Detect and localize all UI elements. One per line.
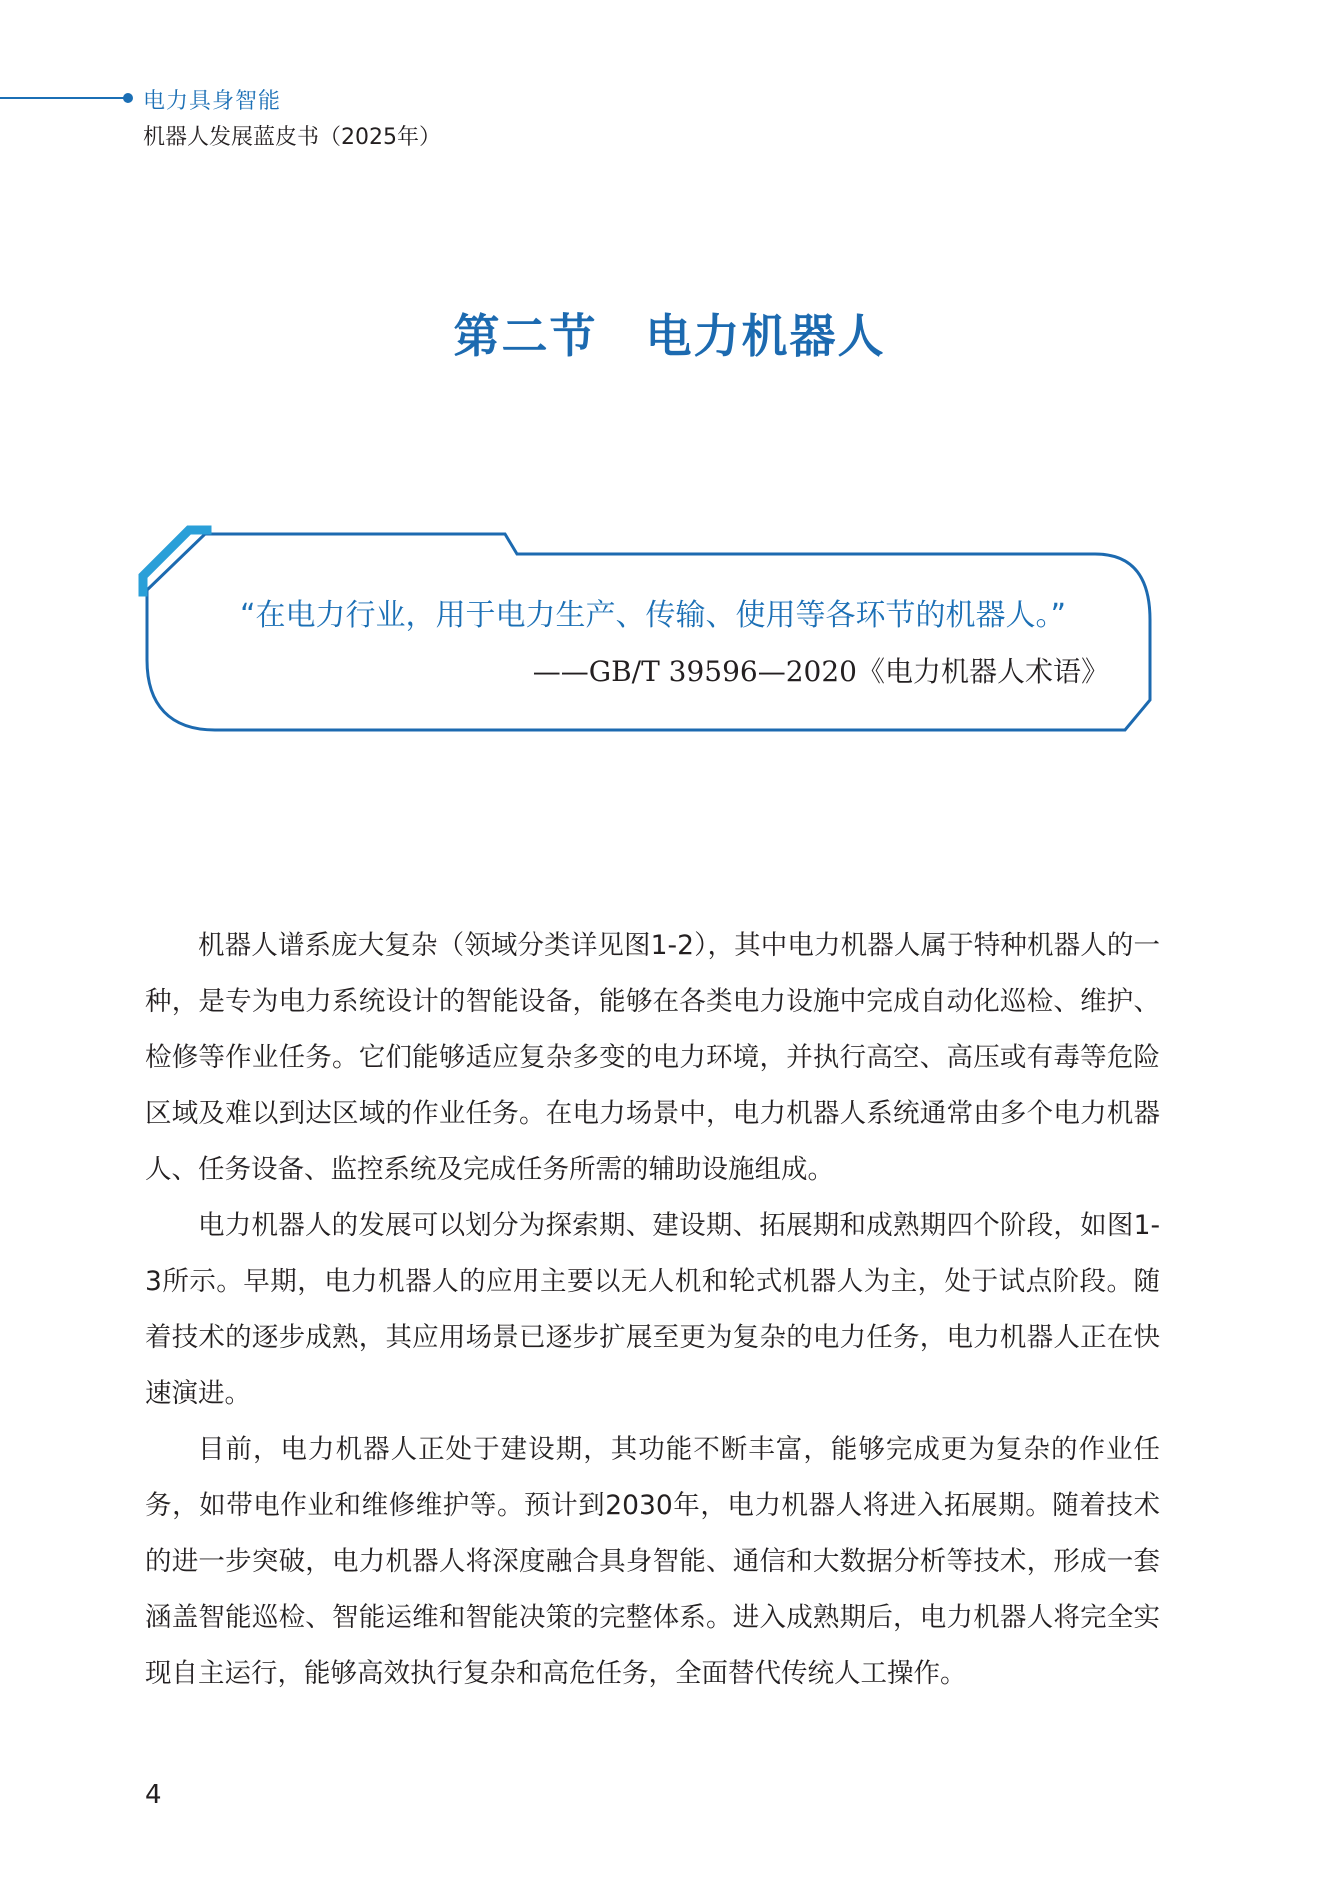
- quote-frame: [135, 520, 1165, 750]
- body-paragraph-1: 机器人谱系庞大复杂（领域分类详见图1-2），其中电力机器人属于特种机器人的一种，是专为电力系统设计的智能设备，能够在各类电力设施中完成自动化巡检、维护、检修等作业任务。它们能够适应复杂多变的电力环境，并执行高空、高压或有毒等危险区域及难以到达区域的作业任务。在电力场景中，电力机器人系统通常由多个电力机器人、任务设备、监控系统及完成任务所需的辅助设施组成。: [145, 930, 1160, 1185]
- body-paragraph-2: 电力机器人的发展可以划分为探索期、建设期、拓展期和成熟期四个阶段，如图1-3所示。早期，电力机器人的应用主要以无人机和轮式机器人为主，处于试点阶段。随着技术的逐步成熟，其应用场景已逐步扩展至更为复杂的电力任务，电力机器人正在快速演进。: [145, 1210, 1160, 1409]
- quote-text: “在电力行业，用于电力生产、传输、使用等各环节的机器人。”: [240, 598, 1067, 633]
- header-book-subtitle: 机器人发展蓝皮书（2025年）: [143, 125, 441, 150]
- header-rule: [0, 97, 128, 99]
- body-paragraph-3: 目前，电力机器人正处于建设期，其功能不断丰富，能够完成更为复杂的作业任务，如带电作业和维修维护等。预计到2030年，电力机器人将进入拓展期。随着技术的进一步突破，电力机器人将深度融合具身智能、通信和大数据分析等技术，形成一套涵盖智能巡检、智能运维和智能决策的完整体系。进入成熟期后，电力机器人将完全实现自主运行，能够高效执行复杂和高危任务，全面替代传统人工操作。: [145, 1434, 1160, 1689]
- section-title: 第二节 电力机器人: [453, 309, 886, 363]
- page-number: 4: [145, 1780, 162, 1810]
- header-bullet-icon: [123, 93, 133, 103]
- quote-source: ——GB/T 39596—2020《电力机器人术语》: [532, 655, 1109, 688]
- header-book-title: 电力具身智能: [143, 89, 282, 114]
- body-text: [145, 918, 1160, 1702]
